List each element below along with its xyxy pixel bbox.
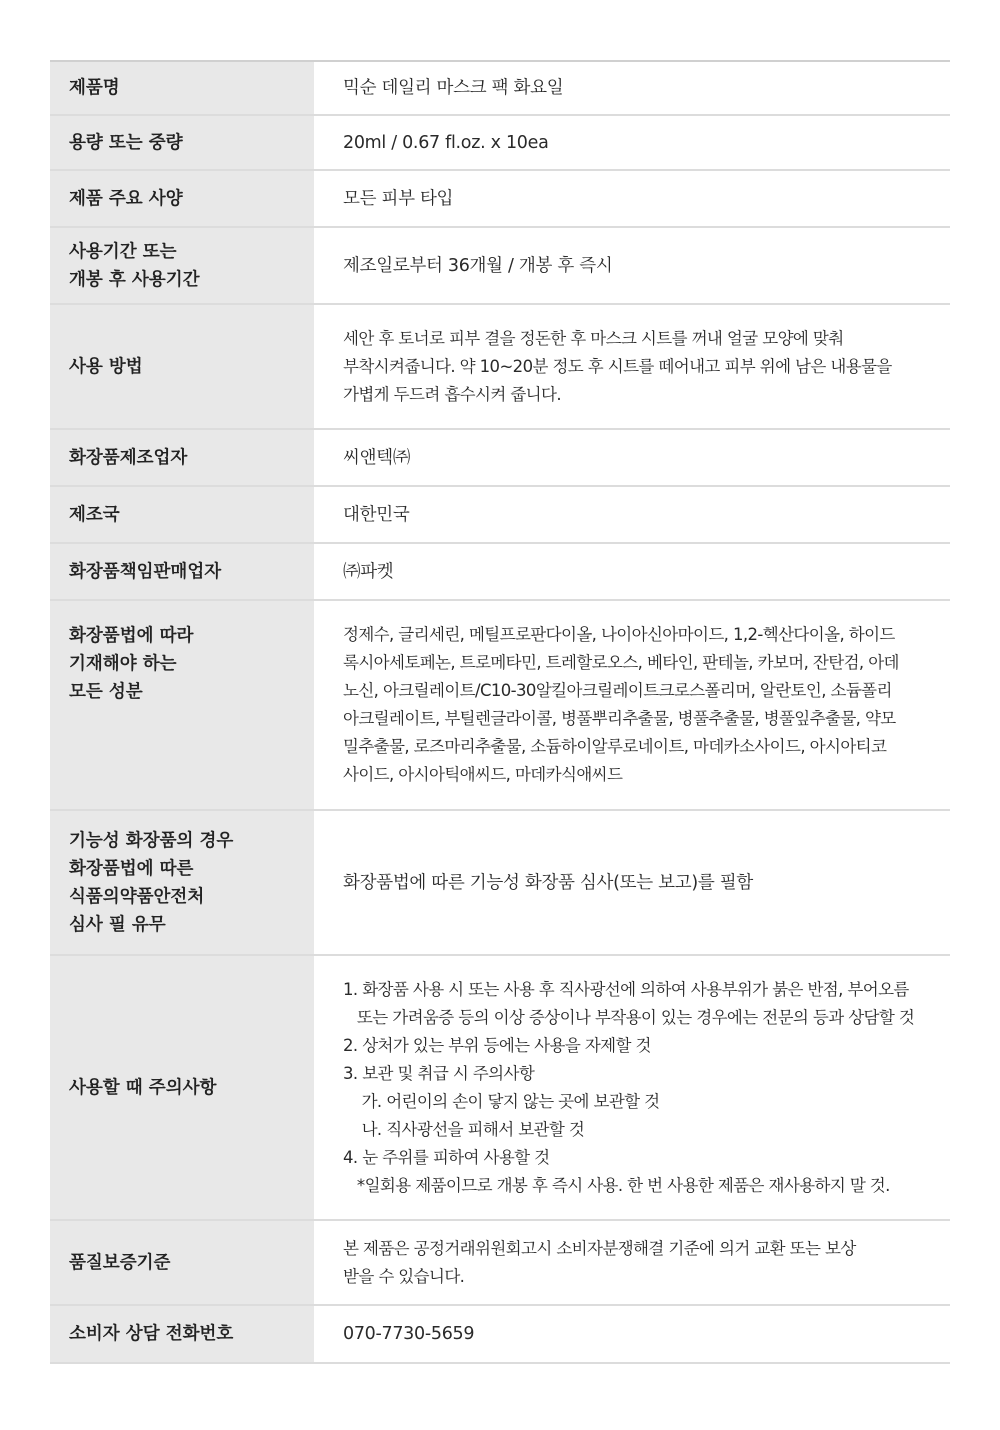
row-label: 사용할 때 주의사항 xyxy=(50,955,314,1220)
table-row xyxy=(50,429,950,486)
row-value: 세안 후 토너로 피부 결을 정돈한 후 마스크 시트를 꺼내 얼굴 모양에 맞춰 부착시켜줍니다. 약 10~20분 정도 후 시트를 떼어내고 피부 위에 남은 내용물을 가볍게 두드려 흡수시켜 줍니다. xyxy=(314,304,950,429)
row-label: 제품 주요 사양 xyxy=(50,170,314,227)
row-value: 제조일로부터 36개월 / 개봉 후 즉시 xyxy=(314,227,950,304)
row-label: 품질보증기준 xyxy=(50,1220,314,1305)
table-row xyxy=(50,227,950,304)
table-row xyxy=(50,304,950,429)
row-label: 화장품책임판매업자 xyxy=(50,543,314,600)
row-value: 대한민국 xyxy=(314,486,950,543)
row-value: 1. 화장품 사용 시 또는 사용 후 직사광선에 의하여 사용부위가 붉은 반점, 부어오름 또는 가려움증 등의 이상 증상이나 부작용이 있는 경우에는 전문의 등과 상담할 것 2. 상처가 있는 부위 등에는 사용을 자제할 것 3. 보관 및 취급 시 주의사항 가. 어린이의 손이 닿지 않는 곳에 보관할 것 나. 직사광선을 피해서 보관할 것 4. 눈 주위를 피하여 사용할 것 *일회용 제품이므로 개봉 후 즉시 사용. 한 번 사용한 제품은 재사용하지 말 것. xyxy=(314,955,950,1220)
row-value: 20ml / 0.67 fl.oz. x 10ea xyxy=(314,115,950,170)
table-row xyxy=(50,543,950,600)
table-row xyxy=(50,600,950,810)
table-row xyxy=(50,61,950,115)
row-value: 정제수, 글리세린, 메틸프로판다이올, 나이아신아마이드, 1,2-헥산다이올, 하이드 록시아세토페논, 트로메타민, 트레할로오스, 베타인, 판테놀, 카보머, 잔탄검, 아데 노신, 아크릴레이트/C10-30알킬아크릴레이트크로스폴리머, 알란토인, 소듐폴리 아크릴레이트, 부틸렌글라이콜, 병풀뿌리추출물, 병풀추출물, 병풀잎추출물, 약모 밀추출물, 로즈마리추출물, 소듐하이알루로네이트, 마데카소사이드, 아시아티코 사이드, 아시아틱애씨드, 마데카식애씨드 xyxy=(314,600,950,810)
row-label: 사용기간 또는 개봉 후 사용기간 xyxy=(50,227,314,304)
table-row xyxy=(50,1220,950,1305)
row-label: 사용 방법 xyxy=(50,304,314,429)
row-label: 화장품제조업자 xyxy=(50,429,314,486)
product-info-table xyxy=(50,60,950,1364)
row-value: 믹순 데일리 마스크 팩 화요일 xyxy=(314,61,950,115)
table-row xyxy=(50,486,950,543)
row-label: 소비자 상담 전화번호 xyxy=(50,1305,314,1363)
row-value: 씨앤텍㈜ xyxy=(314,429,950,486)
row-label: 제조국 xyxy=(50,486,314,543)
row-label: 제품명 xyxy=(50,61,314,115)
row-value: 070-7730-5659 xyxy=(314,1305,950,1363)
row-value: ㈜파켓 xyxy=(314,543,950,600)
table-row xyxy=(50,115,950,170)
row-value: 화장품법에 따른 기능성 화장품 심사(또는 보고)를 필함 xyxy=(314,810,950,955)
row-label: 화장품법에 따라 기재해야 하는 모든 성분 xyxy=(50,600,314,810)
table-row xyxy=(50,810,950,955)
table-row xyxy=(50,170,950,227)
row-value: 모든 피부 타입 xyxy=(314,170,950,227)
row-label: 기능성 화장품의 경우 화장품법에 따른 식품의약품안전처 심사 필 유무 xyxy=(50,810,314,955)
row-value: 본 제품은 공정거래위원회고시 소비자분쟁해결 기준에 의거 교환 또는 보상 받을 수 있습니다. xyxy=(314,1220,950,1305)
row-label: 용량 또는 중량 xyxy=(50,115,314,170)
table-row xyxy=(50,955,950,1220)
table-row xyxy=(50,1305,950,1363)
